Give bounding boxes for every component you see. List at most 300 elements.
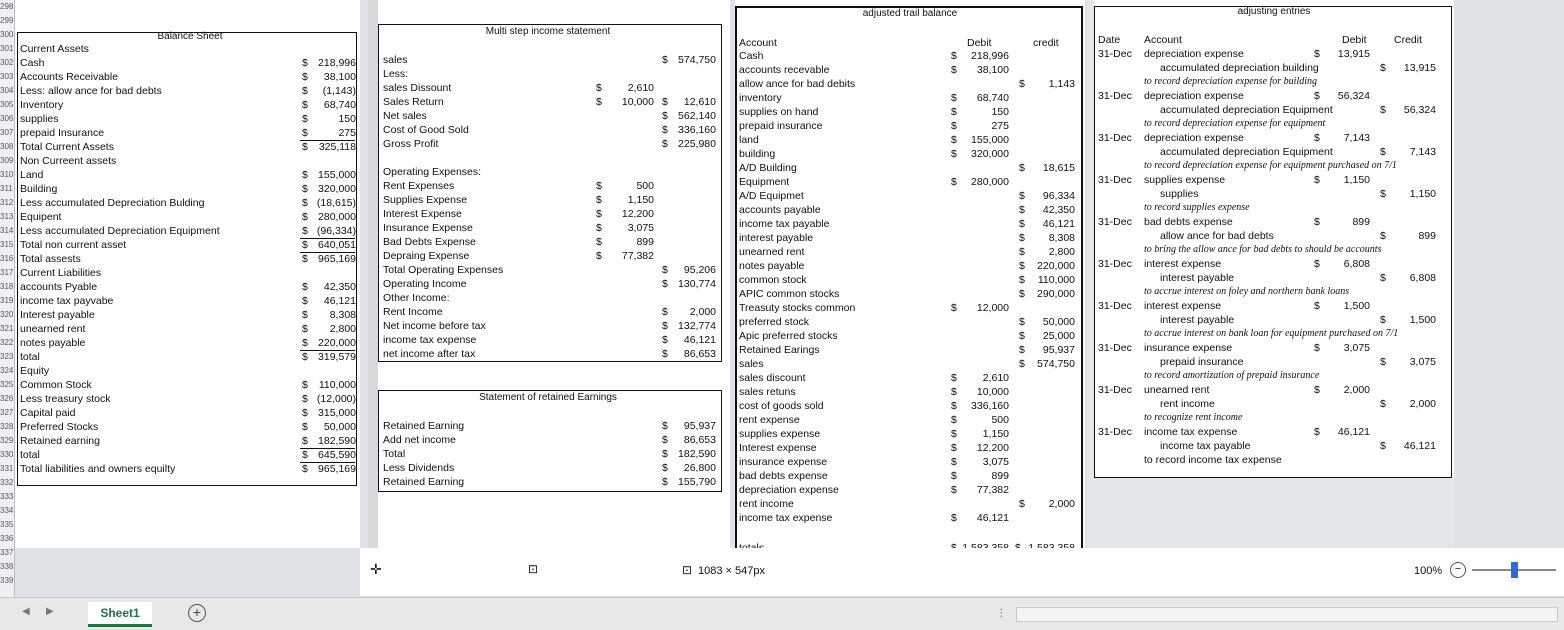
adj-header-credit: Credit xyxy=(1394,34,1423,46)
is-label: income tax expense xyxy=(383,334,477,346)
adj-date: 31-Dec xyxy=(1098,90,1132,102)
currency-sign: $ xyxy=(951,176,957,188)
currency-sign: $ xyxy=(1019,330,1025,342)
tb-account: sales xyxy=(739,358,764,370)
row-number[interactable]: 338 xyxy=(0,562,14,571)
row-number[interactable]: 304 xyxy=(0,86,14,95)
currency-sign: $ xyxy=(1314,216,1320,228)
currency-sign: $ xyxy=(951,106,957,118)
row-number[interactable]: 326 xyxy=(0,394,14,403)
row-number[interactable]: 327 xyxy=(0,408,14,417)
tb-debit: 275 xyxy=(991,120,1009,132)
bs-label: prepaid Insurance xyxy=(20,127,105,139)
bs-label: unearned rent xyxy=(20,323,86,335)
bs-value: 315,000 xyxy=(318,407,356,419)
bs-label: accounts Pyable xyxy=(20,281,98,293)
bs-label: Capital paid xyxy=(20,407,76,419)
balance-sheet-panel xyxy=(15,0,360,548)
currency-sign: $ xyxy=(662,124,668,136)
adj-debit: 56,324 xyxy=(1337,90,1370,102)
is-label: Interest Expense xyxy=(383,208,462,220)
currency-sign: $ xyxy=(1314,174,1320,186)
adj-date: 31-Dec xyxy=(1098,48,1132,60)
re-label: Add net income xyxy=(383,434,456,446)
currency-sign: $ xyxy=(662,264,668,276)
is-label: Rent Income xyxy=(383,306,443,318)
adj-account: supplies xyxy=(1160,188,1199,200)
adj-account: accumulated depreciation building xyxy=(1160,62,1319,74)
selection-icon[interactable]: ⊡ xyxy=(528,562,539,576)
currency-sign: $ xyxy=(662,348,668,360)
currency-sign: $ xyxy=(302,225,308,237)
currency-sign: $ xyxy=(662,278,668,290)
currency-sign: $ xyxy=(662,138,668,150)
adj-credit: 3,075 xyxy=(1409,356,1436,368)
bs-label: Total Current Assets xyxy=(20,141,114,153)
tb-credit: 290,000 xyxy=(1037,288,1075,300)
is-total: 86,653 xyxy=(683,348,716,360)
currency-sign: $ xyxy=(951,484,957,496)
tb-account: prepaid insurance xyxy=(739,120,823,132)
adj-account: prepaid insurance xyxy=(1160,356,1244,368)
tb-account: notes payable xyxy=(739,260,805,272)
is-total: 574,750 xyxy=(678,54,716,66)
currency-sign: $ xyxy=(662,54,668,66)
is-label: Net income before tax xyxy=(383,320,486,332)
currency-sign: $ xyxy=(302,323,308,335)
currency-sign: $ xyxy=(596,82,602,94)
currency-sign: $ xyxy=(662,476,668,488)
bs-value: 220,000 xyxy=(318,337,356,349)
currency-sign: $ xyxy=(1019,162,1025,174)
is-label: Net sales xyxy=(383,110,427,122)
row-number[interactable]: 315 xyxy=(0,240,14,249)
tb-account: insurance expense xyxy=(739,456,828,468)
tb-debit: 68,740 xyxy=(976,92,1009,104)
currency-sign: $ xyxy=(596,222,602,234)
bs-label: Less accumulated Depreciation Equipment xyxy=(20,225,220,237)
currency-sign: $ xyxy=(951,428,957,440)
row-number[interactable]: 306 xyxy=(0,114,14,123)
row-number[interactable]: 319 xyxy=(0,296,14,305)
row-headers xyxy=(0,0,15,600)
is-amount: 1,150 xyxy=(627,194,654,206)
tb-account: unearned rent xyxy=(739,246,805,258)
currency-sign: $ xyxy=(596,180,602,192)
tb-debit: 77,382 xyxy=(976,484,1009,496)
row-number[interactable]: 301 xyxy=(0,44,14,53)
is-amount: 77,382 xyxy=(621,250,654,262)
currency-sign: $ xyxy=(1019,288,1025,300)
bs-label: Total non current asset xyxy=(20,239,127,251)
currency-sign: $ xyxy=(951,470,957,482)
bs-value: 275 xyxy=(338,127,356,139)
row-number[interactable]: 307 xyxy=(0,128,14,137)
tb-account: rent expense xyxy=(739,414,800,426)
is-total: 46,121 xyxy=(683,334,716,346)
currency-sign: $ xyxy=(1314,300,1320,312)
row-number[interactable]: 323 xyxy=(0,352,14,361)
tb-account: land xyxy=(739,134,759,146)
tb-credit: 1,143 xyxy=(1048,78,1075,90)
bs-value: 218,996 xyxy=(318,57,356,69)
row-number[interactable]: 333 xyxy=(0,492,14,501)
bs-label: Less: allow ance for bad debts xyxy=(20,85,162,97)
income-statement-title: Multi step income statement xyxy=(485,26,611,37)
tb-credit: 574,750 xyxy=(1037,358,1075,370)
currency-sign: $ xyxy=(1380,230,1386,242)
currency-sign: $ xyxy=(662,334,668,346)
row-number[interactable]: 321 xyxy=(0,324,14,333)
row-number[interactable]: 320 xyxy=(0,310,14,319)
tb-debit: 150 xyxy=(991,106,1009,118)
adjusting-title: adjusting entries xyxy=(1237,6,1311,17)
bs-label: Current Assets xyxy=(20,43,89,55)
is-total: 336,160 xyxy=(678,124,716,136)
currency-sign: $ xyxy=(1019,358,1025,370)
trial-balance-panel xyxy=(735,0,1085,548)
currency-sign: $ xyxy=(951,456,957,468)
currency-sign: $ xyxy=(662,434,668,446)
tb-account: A/D Equipmet xyxy=(739,190,804,202)
currency-sign: $ xyxy=(1019,274,1025,286)
tb-header-account: Account xyxy=(739,37,777,49)
tb-credit: 18,615 xyxy=(1042,162,1075,174)
add-sheet-icon[interactable]: + xyxy=(188,604,206,622)
row-number[interactable]: 308 xyxy=(0,142,14,151)
tb-debit: 38,100 xyxy=(976,64,1009,76)
row-number[interactable]: 339 xyxy=(0,576,14,585)
currency-sign: $ xyxy=(1380,356,1386,368)
row-number[interactable]: 316 xyxy=(0,254,14,263)
row-number[interactable]: 311 xyxy=(0,184,13,193)
adj-debit: 13,915 xyxy=(1337,48,1370,60)
currency-sign: $ xyxy=(302,393,308,405)
row-number[interactable]: 317 xyxy=(0,268,14,277)
tb-header-debit: Debit xyxy=(967,37,992,49)
tb-account: Cash xyxy=(739,50,764,62)
bs-value: 319,579 xyxy=(318,351,356,363)
bs-label: notes payable xyxy=(20,337,86,349)
tb-account: depreciation expense xyxy=(739,484,839,496)
currency-sign: $ xyxy=(1314,132,1320,144)
currency-sign: $ xyxy=(1380,440,1386,452)
row-number[interactable]: 298 xyxy=(0,2,14,11)
adj-account: to record supplies expense xyxy=(1144,202,1250,213)
currency-sign: $ xyxy=(302,85,308,97)
currency-sign: $ xyxy=(302,435,308,447)
trial-balance-title: adjusted trail balance xyxy=(862,8,958,19)
adj-account: bad debts expense xyxy=(1144,216,1233,228)
adj-account: to record depreciation expense for equipment purchased on 7/1 xyxy=(1144,160,1397,171)
image-size-icon: ⊡ xyxy=(682,563,693,577)
re-value: 26,800 xyxy=(683,462,716,474)
tb-account: accounts payable xyxy=(739,204,821,216)
is-amount: 899 xyxy=(636,236,654,248)
bs-label: Interest payable xyxy=(20,309,95,321)
row-number[interactable]: 334 xyxy=(0,506,14,515)
tb-debit: 320,000 xyxy=(971,148,1009,160)
bs-value: 42,350 xyxy=(323,281,356,293)
tb-credit: 50,000 xyxy=(1042,316,1075,328)
adj-account: interest payable xyxy=(1160,314,1235,326)
adj-account: depreciation expense xyxy=(1144,132,1244,144)
tb-debit: 46,121 xyxy=(976,512,1009,524)
adj-account: accumulated depreciation Equipment xyxy=(1160,104,1333,116)
adj-account: to accrue interest on foley and northern bank loans xyxy=(1144,286,1350,297)
bs-label: Land xyxy=(20,169,44,181)
bs-label: Current Liabilities xyxy=(20,267,102,279)
row-number[interactable]: 329 xyxy=(0,436,14,445)
image-size-label: 1083 × 547px xyxy=(698,565,765,577)
adj-credit: 13,915 xyxy=(1403,62,1436,74)
is-total: 12,610 xyxy=(683,96,716,108)
tb-debit: 155,000 xyxy=(971,134,1009,146)
bs-label: income tax payvabe xyxy=(20,295,114,307)
is-label: Operating Income xyxy=(383,278,467,290)
bs-label: Equity xyxy=(20,365,50,377)
currency-sign: $ xyxy=(302,309,308,321)
row-number[interactable]: 313 xyxy=(0,212,14,221)
row-number[interactable]: 330 xyxy=(0,450,14,459)
underline xyxy=(300,140,355,141)
adj-account: to recognize rent income xyxy=(1144,412,1243,423)
currency-sign: $ xyxy=(596,194,602,206)
is-label: net income after tax xyxy=(383,348,476,360)
is-label: Less: xyxy=(383,68,409,80)
currency-sign: $ xyxy=(1019,190,1025,202)
tb-account: common stock xyxy=(739,274,807,286)
bs-value: 38,100 xyxy=(323,71,356,83)
bs-value: 50,000 xyxy=(323,421,356,433)
tb-credit: 2,800 xyxy=(1048,246,1075,258)
row-number[interactable]: 305 xyxy=(0,100,14,109)
row-number[interactable]: 331 xyxy=(0,464,14,473)
row-number[interactable]: 302 xyxy=(0,58,14,67)
tb-account: building xyxy=(739,148,776,160)
bs-value: 645,590 xyxy=(318,449,356,461)
adj-account: to record depreciation expense for equipment xyxy=(1144,118,1326,129)
bs-label: Common Stock xyxy=(20,379,92,391)
currency-sign: $ xyxy=(302,71,308,83)
row-number[interactable]: 303 xyxy=(0,72,14,81)
is-amount: 12,200 xyxy=(621,208,654,220)
tb-account: rent income xyxy=(739,498,794,510)
adj-date: 31-Dec xyxy=(1098,174,1132,186)
tb-credit: 110,000 xyxy=(1037,274,1075,286)
bs-label: Cash xyxy=(20,57,45,69)
currency-sign: $ xyxy=(302,99,308,111)
bs-label: Non Curreent assets xyxy=(20,155,117,167)
tab-scroll-left-icon[interactable]: ◀ xyxy=(22,606,30,617)
is-total: 225,980 xyxy=(678,138,716,150)
bs-value: 155,000 xyxy=(318,169,356,181)
currency-sign: $ xyxy=(302,211,308,223)
tb-account: sales discount xyxy=(739,372,806,384)
currency-sign: $ xyxy=(302,183,308,195)
is-total: 95,206 xyxy=(683,264,716,276)
re-value: 155,790 xyxy=(678,476,716,488)
row-number[interactable]: 335 xyxy=(0,520,14,529)
income-statement-panel xyxy=(368,0,730,548)
currency-sign: $ xyxy=(302,379,308,391)
currency-sign: $ xyxy=(302,337,308,349)
zoom-out-button[interactable]: − xyxy=(1450,562,1466,578)
currency-sign: $ xyxy=(1314,342,1320,354)
tab-split-handle[interactable]: ⋮ xyxy=(996,607,1007,619)
row-number[interactable]: 300 xyxy=(0,30,14,39)
is-label: Operating Expenses: xyxy=(383,166,482,178)
tb-account: sales retuns xyxy=(739,386,796,398)
tb-account: Equipment xyxy=(739,176,790,188)
adj-credit: 899 xyxy=(1418,230,1436,242)
is-total: 562,140 xyxy=(678,110,716,122)
currency-sign: $ xyxy=(1380,62,1386,74)
currency-sign: $ xyxy=(662,96,668,108)
adj-account: interest expense xyxy=(1144,258,1222,270)
currency-sign: $ xyxy=(951,400,957,412)
re-value: 95,937 xyxy=(683,420,716,432)
currency-sign: $ xyxy=(596,236,602,248)
tb-account: APIC common stocks xyxy=(739,288,840,300)
tb-account: Treasuty stocks common xyxy=(739,302,856,314)
currency-sign: $ xyxy=(951,64,957,76)
adj-account: income tax expense xyxy=(1144,426,1238,438)
tab-scroll-right-icon[interactable]: ▶ xyxy=(46,606,54,617)
row-number[interactable]: 312 xyxy=(0,198,14,207)
adj-account: allow ance for bad debts xyxy=(1160,230,1274,242)
bs-value: 325,118 xyxy=(318,141,356,153)
adj-credit: 6,808 xyxy=(1409,272,1436,284)
adj-account: to bring the allow ance for bad debts to should be accounts xyxy=(1144,244,1382,255)
row-number[interactable]: 337 xyxy=(0,548,14,557)
currency-sign: $ xyxy=(1380,398,1386,410)
row-number[interactable]: 309 xyxy=(0,156,14,165)
currency-sign: $ xyxy=(1019,218,1025,230)
row-number[interactable]: 332 xyxy=(0,478,14,487)
adj-account: accumulated depreciation Equipment xyxy=(1160,146,1333,158)
currency-sign: $ xyxy=(302,57,308,69)
bs-value: (18,615) xyxy=(316,197,356,209)
tb-debit: 12,000 xyxy=(976,302,1009,314)
row-number[interactable]: 318 xyxy=(0,282,14,291)
tb-debit: 2,610 xyxy=(982,372,1009,384)
underline xyxy=(300,238,355,239)
bs-value: 110,000 xyxy=(318,379,356,391)
adj-account: depreciation expense xyxy=(1144,90,1244,102)
tb-debit: 10,000 xyxy=(976,386,1009,398)
currency-sign: $ xyxy=(596,96,602,108)
row-number[interactable]: 324 xyxy=(0,366,14,375)
adj-account: rent income xyxy=(1160,398,1215,410)
adj-account: to record depreciation expense for building xyxy=(1144,76,1318,87)
currency-sign: $ xyxy=(1019,316,1025,328)
bs-value: 46,121 xyxy=(323,295,356,307)
bs-value: 2,800 xyxy=(329,323,356,335)
currency-sign: $ xyxy=(951,120,957,132)
adj-date: 31-Dec xyxy=(1098,216,1132,228)
adj-account: unearned rent xyxy=(1144,384,1210,396)
currency-sign: $ xyxy=(662,306,668,318)
adj-account: supplies expense xyxy=(1144,174,1226,186)
row-number[interactable]: 328 xyxy=(0,422,14,431)
tb-credit: 2,000 xyxy=(1048,498,1075,510)
adj-header-account: Account xyxy=(1144,34,1182,46)
currency-sign: $ xyxy=(951,134,957,146)
row-number[interactable]: 336 xyxy=(0,534,14,543)
adj-debit: 2,000 xyxy=(1343,384,1370,396)
move-tool-icon[interactable]: ✛ xyxy=(370,561,382,577)
adj-credit: 1,500 xyxy=(1409,314,1436,326)
adj-account: interest payable xyxy=(1160,272,1235,284)
adj-debit: 1,500 xyxy=(1343,300,1370,312)
row-number[interactable]: 314 xyxy=(0,226,14,235)
tab-sheet1[interactable]: Sheet1 xyxy=(88,602,152,627)
row-number[interactable]: 299 xyxy=(0,16,14,25)
adjusting-entries-panel xyxy=(1094,0,1454,478)
bs-label: total xyxy=(20,351,40,363)
underline xyxy=(300,448,355,449)
currency-sign: $ xyxy=(951,372,957,384)
currency-sign: $ xyxy=(1314,90,1320,102)
adj-account: depreciation expense xyxy=(1144,48,1244,60)
is-label: Other Income: xyxy=(383,292,450,304)
is-total: 130,774 xyxy=(678,278,716,290)
row-number[interactable]: 325 xyxy=(0,380,14,389)
zoom-label: 100% xyxy=(1414,565,1443,577)
adj-date: 31-Dec xyxy=(1098,342,1132,354)
tb-debit: 280,000 xyxy=(971,176,1009,188)
tb-credit: 96,334 xyxy=(1042,190,1075,202)
bs-label: supplies xyxy=(20,113,59,125)
bs-label: Accounts Receivable xyxy=(20,71,119,83)
currency-sign: $ xyxy=(302,449,308,461)
bs-value: 640,051 xyxy=(318,239,356,251)
currency-sign: $ xyxy=(951,148,957,160)
row-number[interactable]: 310 xyxy=(0,170,14,179)
tb-header-credit: credit xyxy=(1033,37,1059,49)
bs-label: Total assests xyxy=(20,253,81,265)
is-amount: 3,075 xyxy=(627,222,654,234)
underline xyxy=(300,350,355,351)
horizontal-scrollbar[interactable] xyxy=(1016,607,1558,622)
is-label: Rent Expenses xyxy=(383,180,455,192)
is-amount: 500 xyxy=(636,180,654,192)
currency-sign: $ xyxy=(1019,260,1025,272)
tb-debit: 899 xyxy=(991,470,1009,482)
zoom-slider-knob[interactable] xyxy=(1511,562,1518,578)
adj-account: to record income tax expense xyxy=(1144,454,1282,466)
tb-debit: 336,160 xyxy=(971,400,1009,412)
bs-label: Retained earning xyxy=(20,435,100,447)
is-label: Cost of Good Sold xyxy=(383,124,469,136)
currency-sign: $ xyxy=(662,110,668,122)
is-label: Supplies Expense xyxy=(383,194,468,206)
tb-account: income tax expense xyxy=(739,512,833,524)
adj-debit: 6,808 xyxy=(1343,258,1370,270)
tb-account: inventory xyxy=(739,92,782,104)
tb-credit: 42,350 xyxy=(1042,204,1075,216)
adj-credit: 2,000 xyxy=(1409,398,1436,410)
row-number[interactable]: 322 xyxy=(0,338,14,347)
bs-label: Building xyxy=(20,183,58,195)
balance-sheet-title: Balance Sheet xyxy=(157,31,223,42)
sheet-tab-bar xyxy=(0,597,1564,630)
tb-debit: 218,996 xyxy=(971,50,1009,62)
re-label: Retained Earning xyxy=(383,476,465,488)
tb-account: cost of goods sold xyxy=(739,400,824,412)
bs-value: 68,740 xyxy=(323,99,356,111)
